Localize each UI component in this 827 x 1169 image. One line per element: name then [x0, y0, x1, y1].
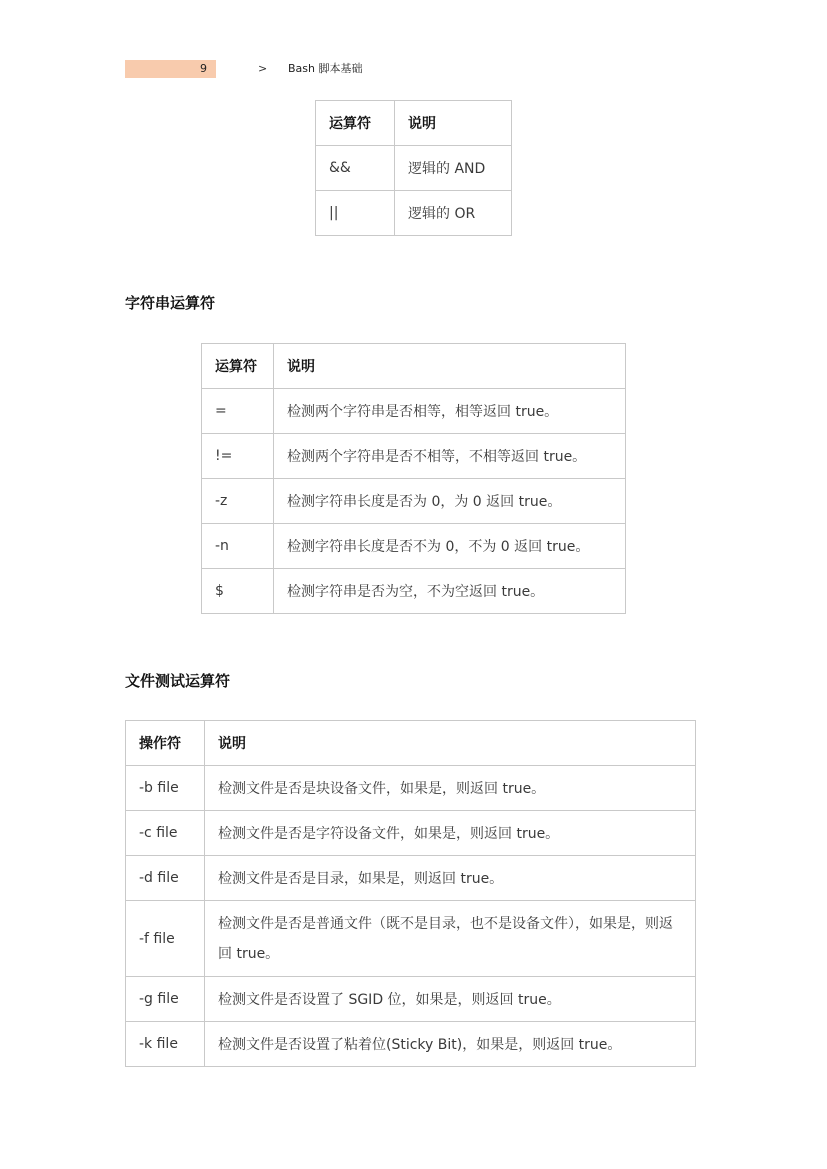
- breadcrumb-separator: >: [258, 62, 268, 75]
- file-test-operator-table: [125, 720, 696, 1067]
- column-header: 运算符: [316, 101, 395, 146]
- table-header-row: [316, 101, 512, 146]
- page-header: [125, 60, 525, 78]
- table-row: [126, 766, 696, 811]
- table-row: [126, 1022, 696, 1067]
- table-row: [316, 146, 512, 191]
- operator-cell: &&: [316, 146, 395, 191]
- description-cell: 检测文件是否是目录，如果是，则返回 true。: [205, 856, 696, 901]
- column-header: 说明: [205, 721, 696, 766]
- page-number: 9: [125, 60, 216, 78]
- operator-cell: -f file: [126, 901, 205, 977]
- description-cell: 检测两个字符串是否相等，相等返回 true。: [274, 389, 626, 434]
- logic-operator-table: [315, 100, 512, 236]
- description-cell: 逻辑的 AND: [395, 146, 512, 191]
- description-cell: 检测文件是否是块设备文件，如果是，则返回 true。: [205, 766, 696, 811]
- table-row: [126, 811, 696, 856]
- table-header-row: [202, 344, 626, 389]
- operator-cell: -g file: [126, 977, 205, 1022]
- table-row: [202, 479, 626, 524]
- table-header-row: [126, 721, 696, 766]
- column-header: 操作符: [126, 721, 205, 766]
- description-cell: 检测字符串是否为空，不为空返回 true。: [274, 569, 626, 614]
- column-header: 说明: [395, 101, 512, 146]
- string-operators-heading: 字符串运算符: [125, 294, 216, 312]
- description-cell: 检测文件是否是普通文件（既不是目录，也不是设备文件），如果是，则返回 true。: [205, 901, 696, 977]
- table-row: [202, 524, 626, 569]
- description-cell: 检测文件是否设置了 SGID 位，如果是，则返回 true。: [205, 977, 696, 1022]
- table-row: [202, 434, 626, 479]
- operator-cell: -d file: [126, 856, 205, 901]
- table-row: [202, 569, 626, 614]
- description-cell: 检测文件是否是字符设备文件，如果是，则返回 true。: [205, 811, 696, 856]
- operator-cell: $: [202, 569, 274, 614]
- column-header: 说明: [274, 344, 626, 389]
- table-row: [316, 191, 512, 236]
- operator-cell: -c file: [126, 811, 205, 856]
- operator-cell: -z: [202, 479, 274, 524]
- operator-cell: =: [202, 389, 274, 434]
- chapter-title: Bash 脚本基础: [288, 62, 363, 75]
- description-cell: 逻辑的 OR: [395, 191, 512, 236]
- table-row: [126, 977, 696, 1022]
- description-cell: 检测两个字符串是否不相等，不相等返回 true。: [274, 434, 626, 479]
- table-row: [126, 856, 696, 901]
- operator-cell: !=: [202, 434, 274, 479]
- description-cell: 检测字符串长度是否为 0，为 0 返回 true。: [274, 479, 626, 524]
- description-cell: 检测字符串长度是否不为 0，不为 0 返回 true。: [274, 524, 626, 569]
- operator-cell: -k file: [126, 1022, 205, 1067]
- operator-cell: -b file: [126, 766, 205, 811]
- operator-cell: ||: [316, 191, 395, 236]
- column-header: 运算符: [202, 344, 274, 389]
- description-cell: 检测文件是否设置了粘着位(Sticky Bit)，如果是，则返回 true。: [205, 1022, 696, 1067]
- file-test-operators-heading: 文件测试运算符: [125, 672, 231, 690]
- table-row: [202, 389, 626, 434]
- table-row: [126, 901, 696, 977]
- string-operator-table: [201, 343, 626, 614]
- operator-cell: -n: [202, 524, 274, 569]
